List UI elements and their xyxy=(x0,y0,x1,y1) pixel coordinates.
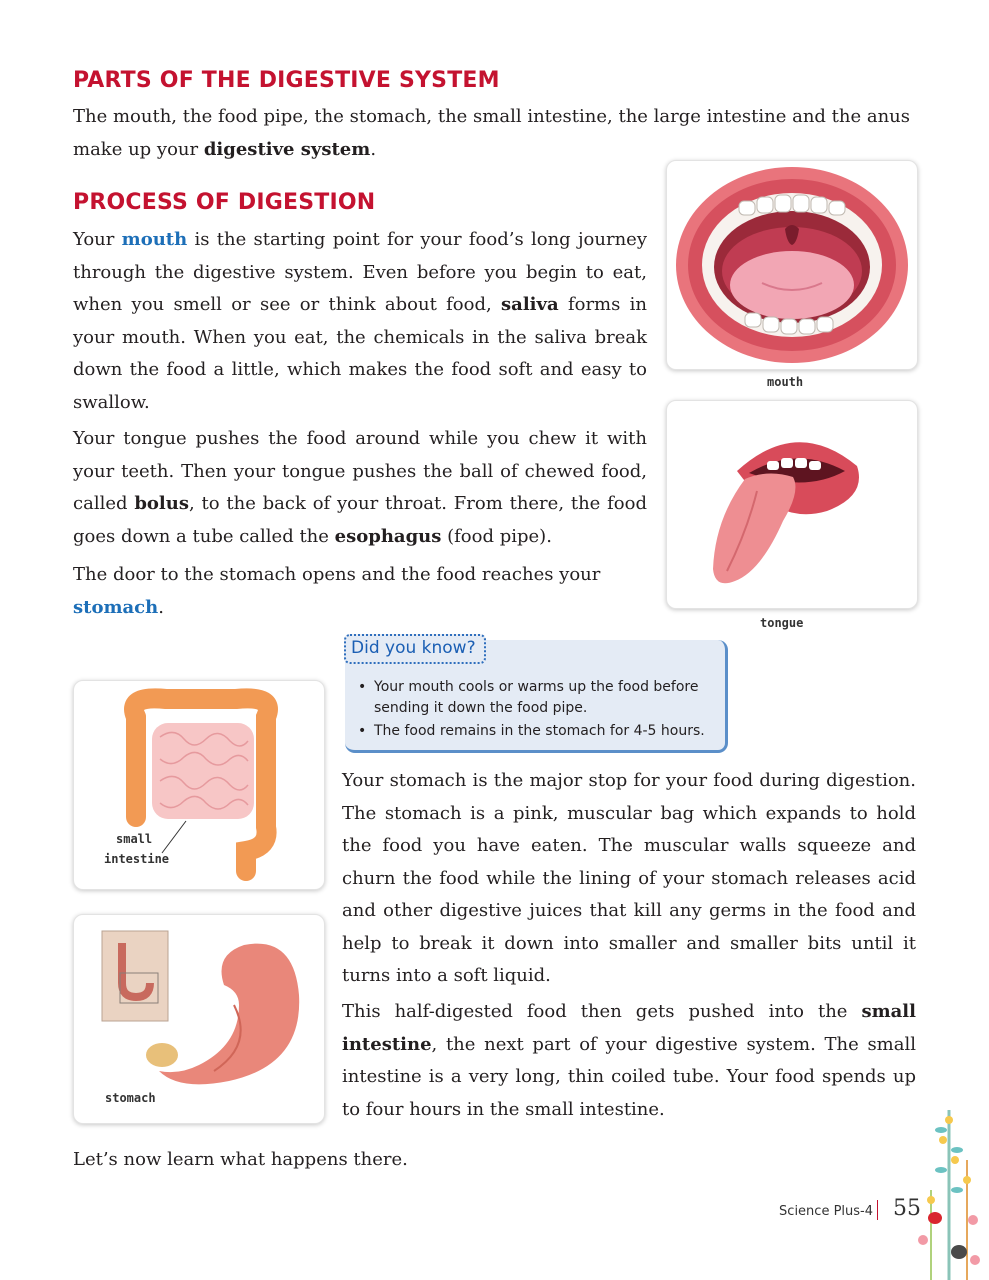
keyword-small-intestine: small intestine xyxy=(342,1001,916,1055)
page-number: 55 xyxy=(893,1196,921,1221)
text-run: , to the back of your throat. From there, the food goes down a tube called the xyxy=(73,493,647,547)
ladybug-icon xyxy=(928,1212,942,1224)
text-run: forms in your mouth. When you eat, the chemicals in the saliva break down the food a little, which makes the food soft and easy to swallow. xyxy=(73,294,647,413)
keyword-digestive-system: digestive system xyxy=(203,138,371,160)
text-run: . xyxy=(158,596,164,618)
text-run: This half-digested food then gets pushed into the xyxy=(342,1001,862,1022)
text-run: The mouth, the food pipe, the stomach, the small intestine, the large intestine and the anus make up your xyxy=(73,106,911,160)
mouth-illustration xyxy=(667,161,917,369)
section-title-parts: PARTS OF THE DIGESTIVE SYSTEM xyxy=(73,68,500,93)
small-intestine-paragraph xyxy=(342,996,916,1126)
fact-text: The food remains in the stomach for 4-5 hours. xyxy=(374,723,705,739)
text-run: The door to the stomach opens and the food reaches your xyxy=(73,564,601,585)
text-run: Your tongue pushes the food around while you chew it with your teeth. Then your tongue pushes the ball of chewed food, called xyxy=(73,428,647,514)
closing-line: Let’s now learn what happens there. xyxy=(73,1149,408,1170)
did-you-know-list xyxy=(356,677,721,744)
bullet: • xyxy=(358,679,367,695)
footer-separator xyxy=(877,1200,878,1220)
section-title-process: PROCESS OF DIGESTION xyxy=(73,190,376,215)
footer-book-title: Science Plus-4 xyxy=(779,1204,873,1219)
did-you-know-title: Did you know? xyxy=(344,634,486,664)
text-run: . xyxy=(370,138,377,160)
text-run: Your xyxy=(73,229,122,250)
beetle-icon xyxy=(951,1245,967,1259)
floral-decoration xyxy=(909,1100,989,1280)
stomach-intro-paragraph xyxy=(73,559,647,624)
caption-tongue: tongue xyxy=(760,616,804,630)
fact-text: Your mouth cools or warms up the food before sending it down the food pipe. xyxy=(374,679,699,716)
stomach-paragraph: Your stomach is the major stop for your food during digestion. The stomach is a pink, muscular bag which expands to hold the food you have eaten. The muscular walls squeeze and churn the food while the lining of your stomach releases acid and other digestive juices that kill any germs in the food and help to break it down into smaller and smaller bits until it turns into a soft liquid. xyxy=(342,770,916,986)
keyword-mouth: mouth xyxy=(121,229,188,250)
mouth-image-card xyxy=(666,160,918,370)
mouth-paragraph xyxy=(73,224,647,419)
parts-paragraph xyxy=(73,101,913,166)
text-run: is the starting point for your food’s long journey through the digestive system. Even before you begin to eat, when you smell or see or think about food, xyxy=(73,229,648,315)
bullet: • xyxy=(358,723,367,739)
text-run: (food pipe). xyxy=(441,525,552,547)
caption-small-intestine-line1: small xyxy=(116,832,153,846)
list-item xyxy=(356,677,721,719)
text-run: , the next part of your digestive system. The small intestine is a very long, thin coiled tube. Your food spends up to four hours in the small intestine. xyxy=(342,1033,916,1120)
tongue-image-card xyxy=(666,400,918,609)
keyword-stomach: stomach xyxy=(73,596,159,618)
tongue-paragraph xyxy=(73,423,647,553)
keyword-saliva: saliva xyxy=(501,294,559,315)
keyword-bolus: bolus xyxy=(134,493,189,514)
caption-mouth: mouth xyxy=(767,375,804,389)
keyword-esophagus: esophagus xyxy=(334,525,442,547)
caption-small-intestine-line2: intestine xyxy=(104,852,170,866)
caption-stomach: stomach xyxy=(105,1091,156,1105)
tongue-illustration xyxy=(667,401,917,608)
list-item xyxy=(356,721,721,742)
